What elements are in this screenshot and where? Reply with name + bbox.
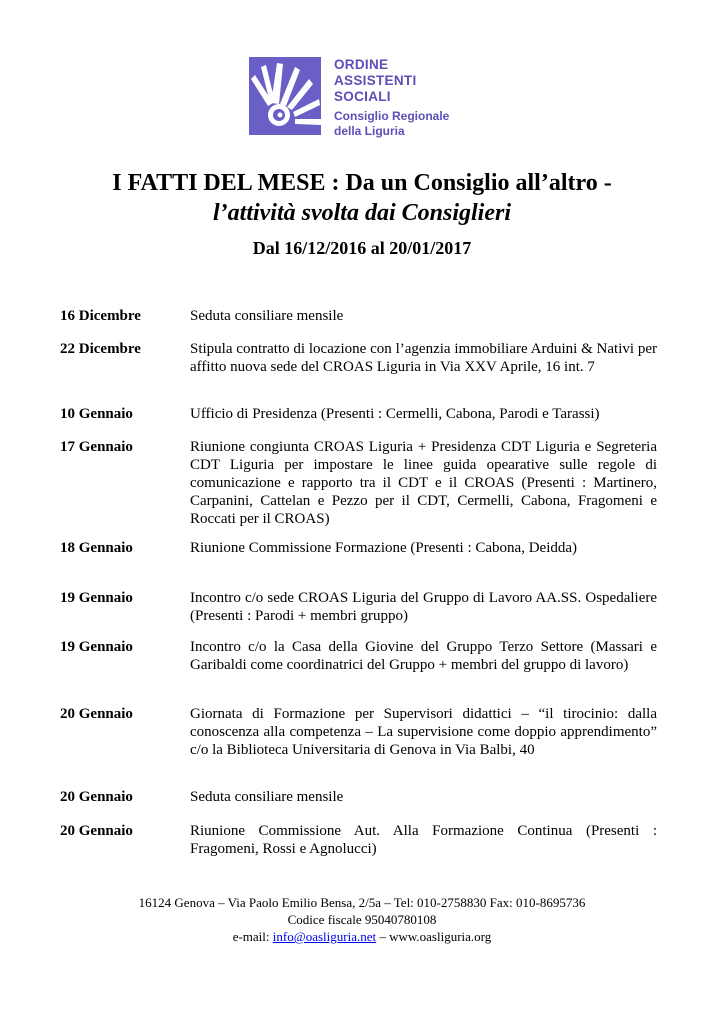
footer-address: 16124 Genova – Via Paolo Emilio Bensa, 2/5a – Tel: 010-2758830 Fax: 010-8695736	[138, 895, 586, 910]
page-title	[0, 168, 724, 228]
logo-shell-graphic	[249, 57, 321, 135]
logo-shell-icon	[249, 57, 321, 135]
logo	[249, 57, 479, 137]
entry-text: Giornata di Formazione per Supervisori didattici – “il tirocinio: dalla conoscenza alla competenza – La supervisione come doppio apprendimento” c/o la Biblioteca Universitaria di Genova in Via Balbi, 40	[190, 706, 657, 758]
entry-text: Incontro c/o la Casa della Giovine del Gruppo Terzo Settore (Massari e Garibaldi come coordinatrici del Gruppo + membri del gruppo di lavoro)	[190, 639, 657, 673]
footer-contacts	[0, 928, 724, 945]
entry-text: Seduta consiliare mensile	[190, 789, 344, 805]
logo-text	[334, 57, 484, 139]
entry-date: 22 Dicembre	[60, 341, 141, 357]
entry-date: 10 Gennaio	[60, 406, 133, 422]
entry-date: 19 Gennaio	[60, 639, 133, 655]
date-range: Dal 16/12/2016 al 20/01/2017	[252, 238, 472, 258]
entry-date: 16 Dicembre	[60, 308, 141, 324]
footer-website: – www.oasliguria.org	[376, 929, 492, 944]
logo-line-assistenti: ASSISTENTI	[334, 73, 417, 88]
entry-text: Stipula contratto di locazione con l’agenzia immobiliare Arduini & Nativi per affitto nuova sede del CROAS Liguria in Via XXV Aprile, 16 int. 7	[190, 341, 657, 375]
footer-fiscal-code: Codice fiscale 95040780108	[287, 912, 437, 927]
entry-text: Riunione Commissione Aut. Alla Formazione Continua (Presenti : Fragomeni, Rossi e Agnolucci)	[190, 823, 657, 857]
title-line-1: I FATTI DEL MESE : Da un Consiglio all’altro -	[112, 170, 612, 196]
entry-text: Riunione congiunta CROAS Liguria + Presidenza CDT Liguria e Segreteria CDT Liguria per impostare le linee guida opearative sulle regole di comunicazione e rapporto tra il CDT e il CROAS (Presenti : Martinero, Carpanini, Cattelan e Pezzo per il CDT, Cermelli, Cabona, Fragomeni e Roccati per il CROAS)	[190, 439, 657, 527]
entry-date: 19 Gennaio	[60, 590, 133, 606]
footer	[0, 894, 724, 945]
footer-email-label: e-mail:	[232, 929, 273, 944]
logo-line-consiglio: Consiglio Regionale	[334, 109, 450, 123]
entry-date: 18 Gennaio	[60, 540, 133, 556]
logo-line-ordine: ORDINE	[334, 57, 389, 72]
entry-text: Seduta consiliare mensile	[190, 308, 344, 324]
email-link[interactable]: info@oasliguria.net	[272, 929, 377, 944]
entry-date: 17 Gennaio	[60, 439, 133, 455]
logo-line-liguria: della Liguria	[334, 124, 405, 138]
entry-text: Riunione Commissione Formazione (Presenti : Cabona, Deidda)	[190, 540, 578, 556]
entry-date: 20 Gennaio	[60, 823, 133, 839]
entry-text: Ufficio di Presidenza (Presenti : Cermelli, Cabona, Parodi e Tarassi)	[190, 406, 600, 422]
logo-line-sociali: SOCIALI	[334, 89, 391, 104]
entry-date: 20 Gennaio	[60, 789, 133, 805]
entry-date: 20 Gennaio	[60, 706, 133, 722]
entry-text: Incontro c/o sede CROAS Liguria del Gruppo di Lavoro AA.SS. Ospedaliere (Presenti : Parodi + membri gruppo)	[190, 590, 657, 624]
title-line-2: l’attività svolta dai Consiglieri	[212, 200, 511, 226]
